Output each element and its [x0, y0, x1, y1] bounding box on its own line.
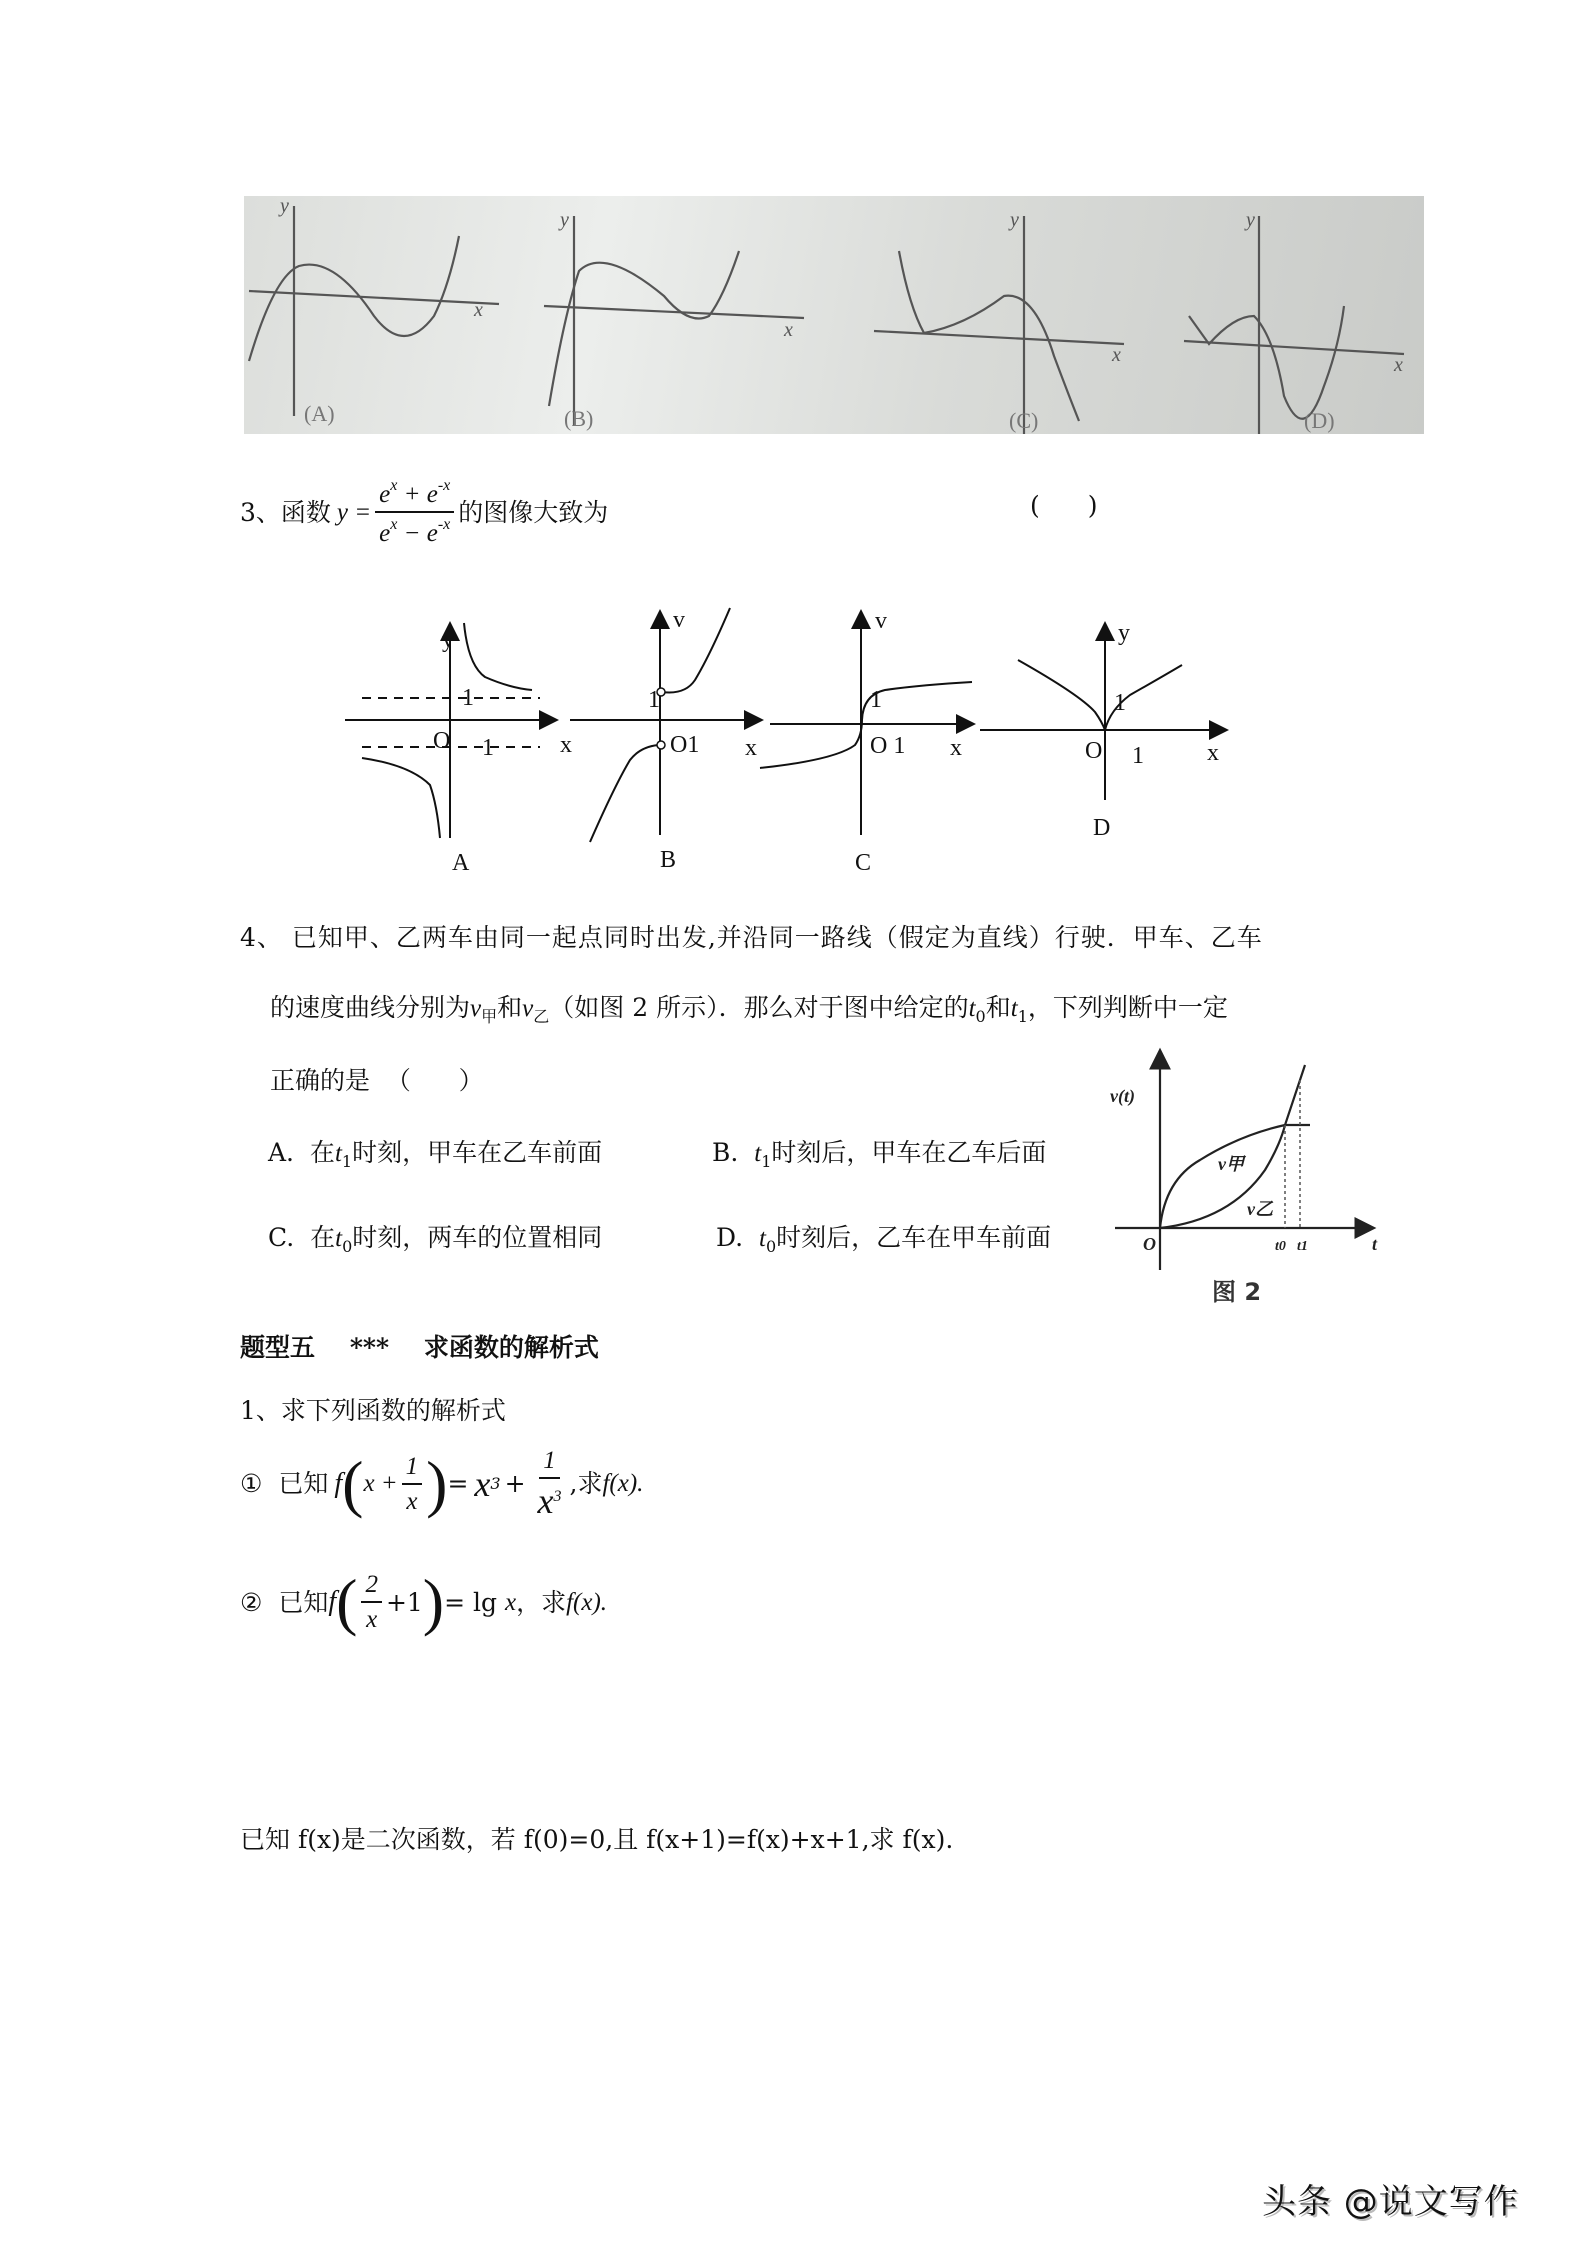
q3-suffix: 的图像大致为 [458, 497, 609, 527]
q4-option-c[interactable]: C. 在$t_0$时刻，两车的位置相同 [268, 1223, 603, 1256]
svg-text:(A): (A) [304, 401, 335, 426]
q4-option-d[interactable]: D. $t_0$时刻后，乙车在甲车前面 [716, 1223, 1052, 1256]
q3-graphs [340, 595, 1240, 885]
svg-text:y: y [280, 196, 289, 217]
q3-fraction: $\frac{e^x + e^{-x}}{e^x - e^{-x}}$ [375, 478, 454, 546]
svg-text:x: x [1394, 354, 1403, 376]
q4-option-b[interactable]: B. $t_1$时刻后，甲车在乙车后面 [712, 1138, 1047, 1171]
q3-prefix: 函数 [280, 497, 331, 527]
svg-text:v甲: v甲 [1218, 1154, 1244, 1174]
figure-2 [1100, 1040, 1400, 1310]
svg-text:v(t): v(t) [1110, 1086, 1135, 1106]
question-3 [240, 478, 608, 546]
svg-text:x: x [560, 732, 572, 758]
svg-text:D: D [1093, 815, 1111, 841]
svg-text:x: x [784, 319, 793, 341]
svg-text:y: y [1246, 209, 1255, 231]
svg-text:y: y [1010, 209, 1019, 231]
svg-text:(C): (C) [1009, 408, 1039, 433]
q3-lhs: y = [336, 498, 372, 526]
circled-1: ① [240, 1469, 263, 1498]
svg-text:1: 1 [482, 735, 494, 761]
svg-text:x: x [474, 299, 483, 321]
item-1: ① 已知 f ( x + $\frac{1}{x}$ ) = x 3 + $\frac{1}{x^3}$ ,求 f(x). [240, 1447, 644, 1521]
q3-graphs-svg [340, 595, 1240, 885]
item-3: 已知 f(x)是二次函数，若 f(0)=0,且 f(x+1)=f(x)+x+1,求 f(x). [240, 1825, 954, 1854]
svg-text:t0: t0 [1275, 1239, 1286, 1254]
svg-text:O: O [433, 728, 451, 754]
svg-text:v: v [875, 608, 887, 634]
svg-text:v乙: v乙 [1247, 1199, 1273, 1219]
q3-answer-blank: ( ) [1030, 491, 1098, 520]
circled-2: ② [240, 1587, 263, 1617]
q4-line-3: 正确的是 （ ） [270, 1066, 484, 1095]
svg-text:1: 1 [1132, 743, 1144, 769]
q4-option-a[interactable]: A. 在$t_1$时刻，甲车在乙车前面 [268, 1138, 603, 1171]
svg-text:O 1: O 1 [870, 733, 906, 759]
q4-line-2: 的速度曲线分别为$v_甲$和$v_乙$（如图 2 所示）．那么对于图中给定的$t_0$和$t_1$，下列判断中一定 [270, 993, 1228, 1026]
svg-text:A: A [452, 850, 470, 876]
svg-text:t: t [1372, 1234, 1378, 1254]
svg-text:图 2: 图 2 [1212, 1278, 1262, 1306]
section-5-question-1: 1、求下列函数的解析式 [240, 1396, 506, 1425]
svg-text:1: 1 [870, 687, 882, 713]
svg-text:x: x [950, 735, 962, 761]
q4-line-1: 4、 已知甲、乙两车由同一起点同时出发,并沿同一路线（假定为直线）行驶．甲车、乙车 [240, 923, 1263, 952]
velocity-time-graph [1100, 1040, 1400, 1310]
svg-text:x: x [745, 735, 757, 761]
svg-text:v: v [673, 607, 685, 633]
svg-text:(B): (B) [564, 406, 594, 431]
svg-text:O: O [1143, 1234, 1156, 1254]
section-5-heading: 题型五 *** 求函数的解析式 [240, 1333, 599, 1362]
svg-text:1: 1 [1114, 690, 1126, 716]
svg-text:O: O [1085, 738, 1103, 764]
item-2: ② 已知 f ( $\frac{2}{x}$ +1 ) = lg x ，求 f(x). [240, 1566, 608, 1637]
watermark: 头条 @说文写作 [1262, 2182, 1519, 2222]
svg-text:x: x [1112, 344, 1121, 366]
svg-text:1: 1 [648, 687, 660, 713]
svg-text:(D): (D) [1304, 408, 1335, 433]
svg-text:y: y [1118, 620, 1130, 646]
svg-text:y: y [560, 209, 569, 231]
svg-text:C: C [855, 850, 872, 876]
svg-text:y: y [442, 627, 454, 653]
cubic-graphs-figure [244, 196, 1424, 434]
svg-text:B: B [660, 847, 677, 873]
q3-number: 3、 [240, 497, 281, 527]
top-figure-photo [244, 196, 1424, 434]
svg-text:x: x [1207, 740, 1219, 766]
svg-text:1: 1 [462, 685, 474, 711]
svg-text:O1: O1 [670, 732, 700, 758]
svg-text:t1: t1 [1297, 1239, 1308, 1254]
